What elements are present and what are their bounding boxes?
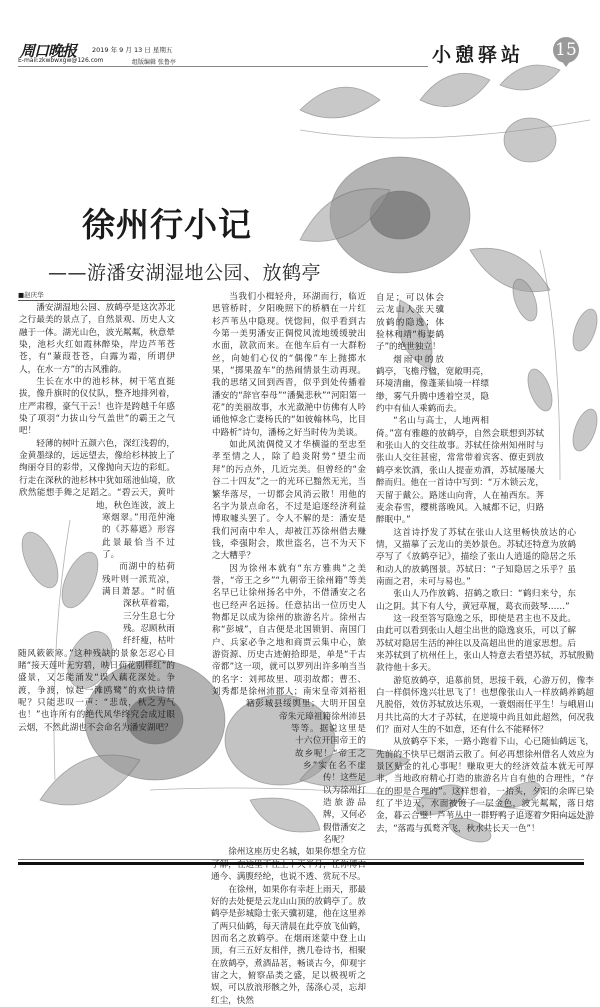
small-flower bbox=[504, 118, 556, 162]
leaf bbox=[420, 73, 490, 106]
contact-email: E-mail:zkwbwxgw@126.com bbox=[18, 57, 104, 64]
paragraph: 因为徐州本就有“东方雅典”之美誉，“帝王之乡”“九朝帝王徐州籍”等美名早已让徐州扬名中外，不借潘安之名也已经声名远扬。任意拈出一位历史人物都足以成为徐州的旅游名片。徐州古称“彭城”，自古便是北国锁钥、南国门户、兵家必争之地和商贾云集中心，旅游资源、历史古迹俯拾即是，单是“千古帝都”这一项，就可以罗列出许多响当当的名字：刘邦故里、项羽故都；曹丕、刘秀都是徐州沛郡人；南宋皇帝刘裕祖籍彭城县绥舆里；大明开国皇帝朱元璋祖籍徐州沛县等等。据说这里是十六位开国帝王的故乡呢！“帝王之乡”实在名不虚传！这些足以为徐州打造旅游品牌，又何必假借潘安之名呢？ bbox=[212, 563, 366, 846]
article-subtitle: ——游潘安湖湿地公园、放鹤亭 bbox=[48, 262, 322, 284]
paragraph: 这首诗抒发了苏轼在张山人这里畅快放达的心情，又描摹了云龙山的美妙景色。苏轼还特意为放鹤亭写了《放鹤亭记》，描绘了张山人逍遥的隐居之乐和动人的放鹤图景。苏轼曰：“子知隐居之乐乎？虽南面之君，未可与易也。” bbox=[376, 527, 576, 587]
paragraph: 潘安湖湿地公园、放鹤亭是这次苏北之行最美的景点了，自然景观、历史人文融于一体。湖光山色，波光粼粼，秋意晕染，池杉火红如霞林醉染，岸边芦苇苍苍，有“蒹葭苍苍，白露为霜，所谓伊人，在水一方”的古风雅韵。 bbox=[19, 303, 175, 375]
editor-credit: 组版编辑 张鲁亭 bbox=[132, 59, 176, 66]
paragraph: 在徐州，如果你有幸赶上雨天，那最好的去处便是云龙山山顶的放鹤亭了。放鹤亭是彭城隐士张天骥初建，他在这里养了两只仙鹤，每天清晨在此亭放飞仙鹤，因而名之放鹤亭。在烟雨迷蒙中登上山顶，有三五好友相伴，携几卷诗书，相聚在放鹤亭，煮酒品茗，畅谈古今，仰观宇宙之大，俯察品类之盛，足以极视听之娱，可以放浪形骸之外，荡涤心灵，忘却红尘，快然 bbox=[211, 884, 366, 1006]
paragraph: 从放鹤亭下来，一路小跑着下山，心已随仙鹤远飞，先前的不快早已烟消云散了。何必再想徐州借名人效应为景区贴金的礼心事呢！赚取更大的经济效益本就无可厚非，当地政府精心打造的旅游名片自有他的合理性，“存在的即是合理的”。这样想着，一抬头，夕阳的余晖已染红了半边天，水面被镀了一层金色，波光粼粼，落日熔金，暮云合璧！芦苇丛中一群野鸭子追逐着夕阳向远处游去，“落霞与孤鹜齐飞，秋水共长天一色”！ bbox=[376, 737, 594, 834]
article-title: 徐州行小记 bbox=[82, 205, 252, 244]
section-title: 小憩驿站 bbox=[432, 44, 525, 66]
issue-date: 2019 年 9 月 13 日 星期五 bbox=[92, 46, 173, 54]
article-column-3 bbox=[376, 292, 594, 834]
footer-divider-thin bbox=[18, 859, 584, 860]
paragraph: 烟雨中的放鹤亭，飞檐丹楹，宽敞明亮，环境清幽，像蓬莱仙境一样缥缈，雾气升腾中透着空灵，隐约中有仙人乘鹤而去。 bbox=[376, 354, 489, 415]
leaf bbox=[300, 87, 380, 118]
paragraph: 这一段至答写隐逸之乐，即使是君主也不及此。由此可以看到张山人超尘出世的隐逸哀乐，可以了解苏轼对隐居生活的神往以及高超出世的道家思想。后来苏轼到了杭州任上，张山人特意去看望苏轼，苏轼殷勤款待他十多天。 bbox=[376, 613, 594, 674]
paragraph: 自足；可以体会云龙山人张天骥放鹤的隐逸；体验林和靖“梅妻鹤子”的绝世独立！ bbox=[376, 293, 444, 353]
leaf bbox=[470, 248, 550, 291]
paragraph: 游览放鹤亭，追慕前贤，思接千载，心游万仞，像李白一样俱怀逸兴壮思飞了！也想像张山人一样放鹤养鹤超凡脱俗，效仿苏轼放达乐观，一蓑烟雨任平生！与峨眉山月共比高的大才子苏轼，在逆境中尚且如此超然，何况我们？面对人生的不如意，还有什么不能释怀？ bbox=[376, 675, 594, 736]
leaf bbox=[500, 65, 560, 90]
article-column-1 bbox=[18, 302, 175, 733]
paragraph: “名山与高士，人地两相倚。”富有雅趣的放鹤亭，自然会联想到苏轼和张山人的交往故事。苏轼任徐州知州时与张山人交往甚密，常常带着宾客、僚吏到放鹤亭来饮酒，张山人提壶劝酒，苏轼屡屡大醉而归。他在一首诗中写到：“万木锁云龙，天留于戴公。路迷山向背，人在袖西东。荠麦余春雪，樱桃落晚风。入城都不记，归路醉眠中。” bbox=[376, 416, 544, 526]
header-divider bbox=[18, 66, 428, 67]
footer-divider bbox=[18, 862, 584, 865]
paragraph: 当我们小楫轻舟，环湖而行，临近思管桥时，夕阳晚照下的桥栖在一片红杉芦苇丛中隐现。恍惚间，似乎看到古今第一美男潘安正倜傥风流地缓缓驶出水面，款款而来。在他车后有一大群粉丝，向她们心仪的“偶像”车上抛掷水果，“掷果盈车”的热闹情景生动再现。我的思绪又回到西晋，似乎到处传播着潘安的“辞官奉母”“潘鬓悲秋”“河阳第一花”的美丽故事，水光潋滟中仿佛有人吟诵他悼念亡妻杨氏的“如彼翰林鸟，比目中路析”诗句，潘杨之好当时传为美谈。 bbox=[212, 292, 366, 438]
paragraph: 徐州这座历史名城，如果你想全方位 通今、满腹经纶，也说不透、赏玩不尽。 bbox=[211, 847, 366, 883]
paragraph: 生长在水中的池杉林，树干笔直挺拔，像升旗时的仪仗队，整齐地排列着，庄严肃穆，豪气干云！也许是跨越千年感染了项羽“力拔山兮气盖世”的霸王之气吧！ bbox=[19, 377, 175, 437]
article-author: ■赵庆华 bbox=[18, 290, 175, 301]
page-number-badge: 15 bbox=[553, 37, 579, 63]
paragraph: 轻薄的树叶五颜六色，深红浅碧的，金黄墨绿的，远远望去，像给杉林披上了绚丽夺目的彩带，又像抛向天边的彩虹。行走在深秋的池杉林中犹如瑶池仙境，欣欣然能想手舞之足蹈之。“碧云天，黄叶地，秋色连波，波上寒烟翠。”用范仲淹的《苏幕遮》形容此景最恰当不过了。 bbox=[19, 438, 175, 560]
paragraph: 而湖中的枯荷残叶则一派荒凉，满目萧瑟。“时值深秋草着霜，三分生息七分残。忍顾秋雨纤纤瘦，枯叶随风簌簌寒。”这种残缺的景象怎忍心目睹“接天莲叶无穷碧，映日荷花别样红”的盛景，又怎能涌发“误入藕花深处。争渡，争渡，惊起一滩鸥鹭”的欢快诗情呢？只能悲叹一声：“悲哉，秋之为气也！”也许所有的绝代风华终究会成过眼云烟，不然此湖也不会命名为潘安湖吧？ bbox=[18, 562, 175, 733]
paragraph: 如此风流倜傥又才华横溢的至忠至孝至情之人，除了趋炎附势“望尘而拜”的污点外，几近完美。但曾经的“金谷二十四友”之一的光环已黯然无光，当繁华落尽，一切都会风消云散！用他的名字为景点命名，不过是追逐经济利益博取噱头罢了。令人不解的是：潘安是我们河南中牟人，却被江苏徐州借去赚钱，牵强附会，欺世盗名，岂不为天下之大糟乎？ bbox=[212, 440, 366, 562]
newspaper-logo: 周口晚报 bbox=[20, 42, 77, 60]
article-column-2 bbox=[211, 291, 366, 1006]
paragraph: 张山人乃作放鹤、招鹤之歌曰：“鹤归来兮，东山之阴。其下有人兮，黄冠草履，葛衣而鼓琴……” bbox=[376, 589, 576, 612]
